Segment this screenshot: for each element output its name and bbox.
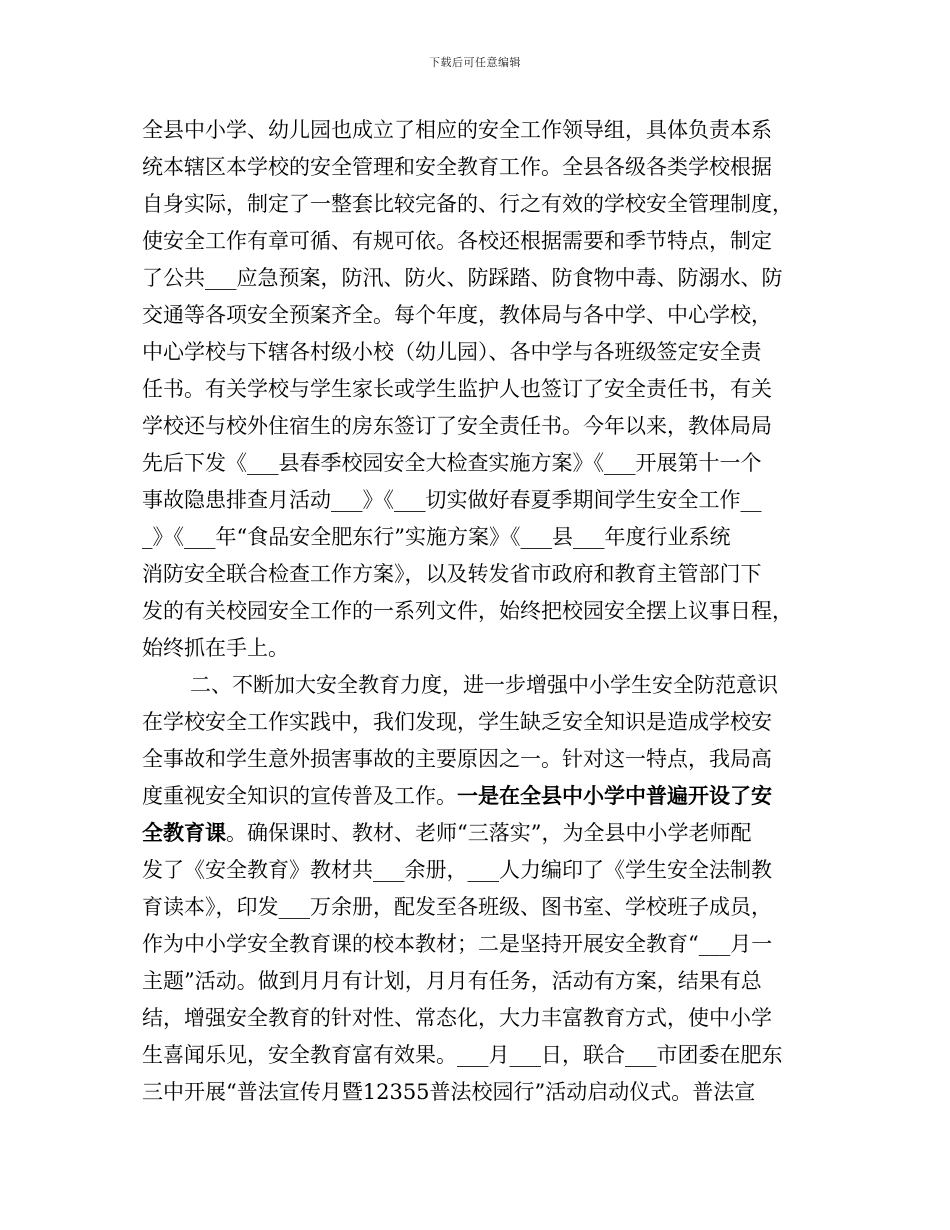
- text-line: 发了《安全教育》教材共___余册，___人力编印了《学生安全法制教: [142, 858, 772, 882]
- text-line: 生喜闻乐见，安全教育富有效果。___月___日，联合___市团委在肥东: [142, 1043, 783, 1067]
- text-line: 全县中小学、幼儿园也成立了相应的安全工作领导组，具体负责本系: [142, 118, 772, 142]
- text-line: 全事故和学生意外损害事故的主要原因之一。针对这一特点，我局高: [142, 747, 772, 771]
- text-line: 三中开展“普法宣传月暨12355普法校园行”活动启动仪式。普法宣: [142, 1080, 756, 1104]
- text-line: 使安全工作有章可循、有规可依。各校还根据需要和季节特点，制定: [142, 229, 772, 253]
- text-line: 交通等各项安全预案齐全。每个年度，教体局与各中学、中心学校，: [142, 303, 772, 327]
- text-line: 学校还与校外住宿生的房东签订了安全责任书。今年以来，教体局局: [142, 414, 772, 438]
- page-header: 下载后可任意编辑: [429, 56, 521, 69]
- text-line: 了公共___应急预案，防汛、防火、防踩踏、防食物中毒、防溺水、防: [142, 266, 783, 290]
- bold-emphasis: 一是在全县中小学中普遍开设了安: [457, 783, 772, 808]
- text-line: 中心学校与下辖各村级小校（幼儿园）、各中学与各班级签定安全责: [142, 340, 762, 364]
- text-line: 主题”活动。做到月月有计划，月月有任务，活动有方案，结果有总: [142, 969, 762, 993]
- text-line: 育读本》，印发___万余册，配发至各班级、图书室、学校班子成员，: [142, 895, 772, 919]
- text-line: 任书。有关学校与学生家长或学生监护人也签订了安全责任书，有关: [142, 377, 772, 401]
- text-span: 度重视安全知识的宣传普及工作。: [142, 784, 457, 808]
- text-line: [142, 781, 812, 811]
- text-line: 结，增强安全教育的针对性、常态化，大力丰富教育方式，使中小学: [142, 1006, 772, 1030]
- text-line: 作为中小学安全教育课的校本教材；二是坚持开展安全教育“___月一: [142, 932, 773, 956]
- text-span: 。确保课时、教材、老师“三落实”，为全县中小学老师配: [226, 821, 752, 845]
- text-line: 始终抓在手上。: [142, 636, 289, 660]
- text-line: 消防安全联合检查工作方案》，以及转发省市政府和教育主管部门下: [142, 562, 762, 586]
- text-line: 在学校安全工作实践中，我们发现，学生缺乏安全知识是造成学校安: [142, 710, 772, 734]
- text-line: 统本辖区本学校的安全管理和安全教育工作。全县各级各类学校根据: [142, 155, 772, 179]
- bold-emphasis: 全教育课: [142, 820, 226, 845]
- text-line: [142, 818, 812, 848]
- text-line: 发的有关校园安全工作的一系列文件，始终把校园安全摆上议事日程，: [142, 599, 793, 623]
- text-line: 先后下发《___县春季校园安全大检查实施方案》《___开展第十一个: [142, 451, 762, 475]
- section-heading: 二、不断加大安全教育力度，进一步增强中小学生安全防范意识: [190, 673, 778, 697]
- text-line: _》《___年“食品安全肥东行”实施方案》《___县___年度行业系统: [142, 525, 731, 549]
- text-line: 事故隐患排查月活动___》《___切实做好春夏季期间学生安全工作__: [142, 488, 762, 512]
- text-line: 自身实际，制定了一整套比较完备的、行之有效的学校安全管理制度，: [142, 192, 793, 216]
